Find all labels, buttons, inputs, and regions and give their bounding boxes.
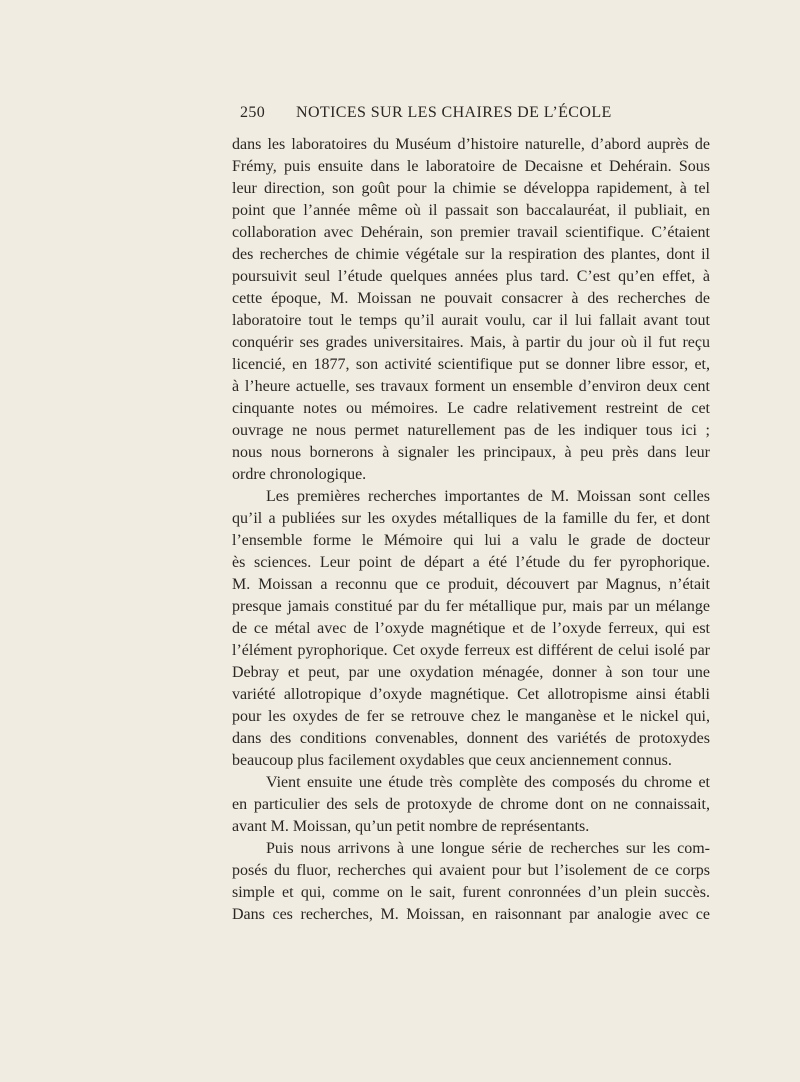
text-line: presque jamais constitué par du fer métallique pur, mais par un mélange bbox=[232, 598, 710, 615]
text-line: simple et qui, comme on le sait, furent conronnées d’un plein succès. bbox=[232, 884, 710, 901]
text-line: des recherches de chimie végétale sur la respiration des plantes, dont il bbox=[232, 246, 710, 263]
text-line: Dans ces recherches, M. Moissan, en raisonnant par analogie avec ce bbox=[232, 906, 710, 923]
paragraph bbox=[232, 134, 710, 486]
text-line: l’ensemble forme le Mémoire qui lui a valu le grade de docteur bbox=[232, 532, 710, 549]
running-title: NOTICES SUR LES CHAIRES DE L’ÉCOLE bbox=[296, 104, 612, 121]
text-line: ordre chronologique. bbox=[232, 466, 367, 483]
page-number: 250 bbox=[240, 104, 266, 121]
paragraph bbox=[232, 772, 710, 838]
text-line: licencié, en 1877, son activité scientifique put se donner libre essor, et, bbox=[232, 356, 710, 373]
running-header bbox=[240, 104, 710, 122]
text-line: dans des conditions convenables, donnent des variétés de protoxydes bbox=[232, 730, 710, 747]
text-line: pour les oxydes de fer se retrouve chez le manganèse et le nickel qui, bbox=[232, 708, 710, 725]
text-line: l’élément pyrophorique. Cet oxyde ferreux est différent de celui isolé par bbox=[232, 642, 710, 659]
text-line: Les premières recherches importantes de M. Moissan sont celles bbox=[266, 488, 710, 505]
body-text bbox=[232, 134, 710, 926]
text-line: dans les laboratoires du Muséum d’histoire naturelle, d’abord auprès de bbox=[232, 136, 710, 153]
paragraph bbox=[232, 486, 710, 772]
text-line: poursuivit seul l’étude quelques années plus tard. C’est qu’en effet, à bbox=[232, 268, 710, 285]
text-line: leur direction, son goût pour la chimie se développa rapidement, à tel bbox=[232, 180, 710, 197]
text-line: conquérir ses grades universitaires. Mais, à partir du jour où il fut reçu bbox=[232, 334, 710, 351]
text-line: ès sciences. Leur point de départ a été l’étude du fer pyrophorique. bbox=[232, 554, 710, 571]
text-line: laboratoire tout le temps qu’il aurait voulu, car il lui fallait avant tout bbox=[232, 312, 710, 329]
paragraph bbox=[232, 838, 710, 926]
text-line: posés du fluor, recherches qui avaient pour but l’isolement de ce corps bbox=[232, 862, 710, 879]
text-line: nous nous bornerons à signaler les principaux, à peu près dans leur bbox=[232, 444, 710, 461]
text-line: avant M. Moissan, qu’un petit nombre de représentants. bbox=[232, 818, 590, 835]
text-line: beaucoup plus facilement oxydables que ceux anciennement connus. bbox=[232, 752, 672, 769]
text-line: en particulier des sels de protoxyde de chrome dont on ne connaissait, bbox=[232, 796, 710, 813]
text-line: Debray et peut, par une oxydation ménagée, donner à son tour une bbox=[232, 664, 710, 681]
text-line: point que l’année même où il passait son baccalauréat, il publiait, en bbox=[232, 202, 710, 219]
text-line: cette époque, M. Moissan ne pouvait consacrer à des recherches de bbox=[232, 290, 710, 307]
text-line: de ce métal avec de l’oxyde magnétique et de l’oxyde ferreux, qui est bbox=[232, 620, 710, 637]
text-line: variété allotropique d’oxyde magnétique. Cet allotropisme ainsi établi bbox=[232, 686, 710, 703]
text-line: Frémy, puis ensuite dans le laboratoire de Decaisne et Dehérain. Sous bbox=[232, 158, 710, 175]
text-line: cinquante notes ou mémoires. Le cadre relativement restreint de cet bbox=[232, 400, 710, 417]
text-line: qu’il a publiées sur les oxydes métalliques de la famille du fer, et dont bbox=[232, 510, 710, 527]
text-line: Vient ensuite une étude très complète des composés du chrome et bbox=[266, 774, 710, 791]
text-line: collaboration avec Dehérain, son premier travail scientifique. C’étaient bbox=[232, 224, 710, 241]
text-line: ouvrage ne nous permet naturellement pas de les indiquer tous ici ; bbox=[232, 422, 710, 439]
text-line: à l’heure actuelle, ses travaux forment un ensemble d’environ deux cent bbox=[232, 378, 710, 395]
text-line: Puis nous arrivons à une longue série de recherches sur les com- bbox=[266, 840, 710, 857]
text-line: M. Moissan a reconnu que ce produit, découvert par Magnus, n’était bbox=[232, 576, 710, 593]
